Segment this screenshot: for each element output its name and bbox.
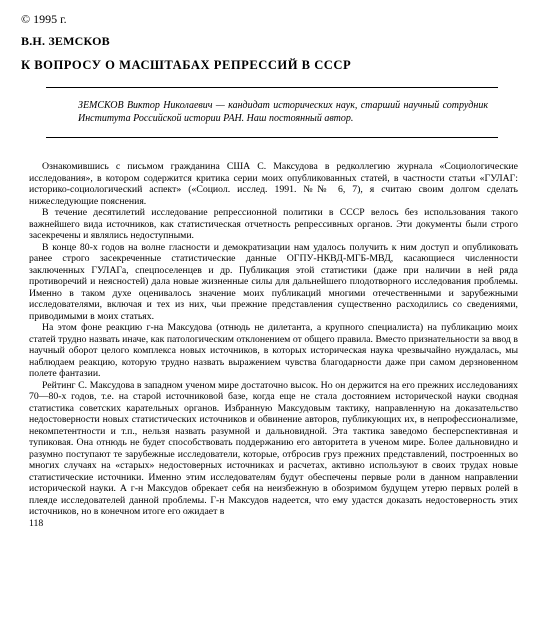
paragraph: Ознакомившись с письмом гражданина США С. Максудова в редколлегию журнала «Социологические исследования», в котором содержится критика серии моих опубликованных статей, в частности статьи «ГУЛАГ: историко-социологический аспект» («Социол. исслед. 1991. №№ 6, 7), я считаю своим долгом сделать нижеследующие пояснения. <box>29 161 518 207</box>
copyright-line: © 1995 г. <box>21 12 67 26</box>
paragraph: В течение десятилетий исследование репрессионной политики в СССР велось без использования такого важнейшего вида источников, как статистическая отчетность репрессивных органов. Эти документы были строго засекречены и являлись недоступными. <box>29 207 518 241</box>
paragraph: На этом фоне реакцию г-на Максудова (отнюдь не дилетанта, а крупного специалиста) на публикацию моих статей трудно назвать иначе, как патологическим отклонением от общего правила. Вместо признательности за ввод в научный оборот целого комплекса новых источников, в которых историческая наука чрезвычайно нуждалась, мы наблюдаем реакцию, которую трудно назвать выражением чувства благодарности даже при самом дерзновенном полете фантазии. <box>29 322 518 379</box>
paragraph: Рейтинг С. Максудова в западном ученом мире достаточно высок. Но он держится на его прежних исследованиях 70—80-х годов, т.е. на старой источниковой базе, когда еще не стала достоянием исторической науки сводная статистика советских карательных органов. Избранную Максудовым тактику, направленную на доказательство недостоверности новых статистических источников и обвинение авторов, публикующих их, в непрофессионализме, некомпетентности и т.п., нельзя назвать разумной и дальновидной. Эта тактика заведомо бесперспективная и тупиковая. Она отнюдь не будет способствовать поддержанию его авторитета в ученом мире. Более дальновидно и разумно поступают те зарубежные исследователи, которые, отбросив груз прежних представлений, построенных во многих случаях на «старых» недостоверных источниках и расчетах, активно используют в своих трудах новые статистические источники. Именно этим исследователям будут обеспечены первые роли в данном направлении исторической науки. А г-н Максудов обрекает себя на неизбежную в обозримом будущем утерю первых ролей в плеяде исследователей данной проблемы. Г-н Максудов надеется, что ему удастся доказать недостоверность этих источников, но в конечном итоге его ожидает в <box>29 379 518 517</box>
author-info: ЗЕМСКОВ Виктор Николаевич — кандидат исторических наук, старший научный сотрудник Института Российской истории РАН. Наш постоянный автор. <box>78 100 488 124</box>
paragraph: В конце 80-х годов на волне гласности и демократизации нам удалось получить к ним доступ и опубликовать ранее строго засекреченные статистические данные ОГПУ-НКВД-МГБ-МВД, касающиеся численности заключенных ГУЛАГа, спецпоселенцев и др. Публикация этой статистики (даже при наличии в ней ряда противоречий и неясностей) дала новые жизненные силы для дальнейшего плодотворного исследования проблемы. Именно в таком духе оценивалось значение моих публикаций многими отечественными и зарубежными исследователями, включая и тех из них, чьи прежние представления существенно расходились со сведениями, приводимыми в моих статьях. <box>29 241 518 322</box>
top-divider <box>46 87 498 88</box>
article-body <box>29 161 518 518</box>
author-name: В.Н. ЗЕМСКОВ <box>21 34 110 48</box>
page-number: 118 <box>29 517 44 529</box>
bottom-divider <box>46 137 498 138</box>
article-title: К ВОПРОСУ О МАСШТАБАХ РЕПРЕССИЙ В СССР <box>21 58 352 72</box>
